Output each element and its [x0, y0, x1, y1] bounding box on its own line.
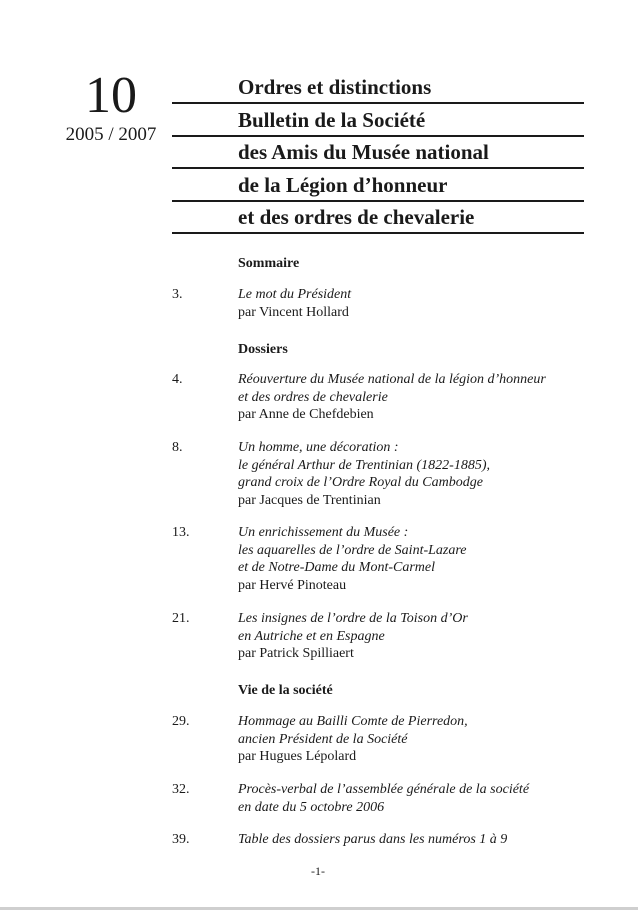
toc-title-line: Hommage au Bailli Comte de Pierredon, — [238, 714, 468, 729]
title-line — [172, 202, 584, 234]
toc-title-line: en date du 5 octobre 2006 — [238, 799, 385, 815]
toc-entry-body — [238, 831, 598, 849]
toc-page-number: 3. — [172, 287, 183, 302]
title-line-text: et des ordres de chevalerie — [238, 204, 475, 229]
title-line — [172, 104, 584, 136]
toc-page-number: 29. — [172, 714, 190, 729]
title-line-text: Ordres et distinctions — [238, 75, 432, 100]
title-line-text: de la Légion d’honneur — [238, 172, 448, 197]
toc-entry-body — [238, 781, 598, 816]
contents-heading: Sommaire — [238, 256, 300, 271]
toc-title-line: Un homme, une décoration : — [238, 440, 399, 455]
toc-title-line: grand croix de l’Ordre Royal du Cambodge — [238, 475, 483, 490]
toc-author: par Hervé Pinoteau — [238, 577, 347, 593]
title-line — [172, 169, 584, 201]
toc-title-line: Les insignes de l’ordre de la Toison d’Or — [238, 611, 468, 626]
toc-title-line: Table des dossiers parus dans les numéros 1 à 9 — [238, 832, 508, 847]
toc-entry-body — [238, 610, 598, 663]
toc-author: par Vincent Hollard — [238, 304, 349, 320]
toc-title-line: ancien Président de la Société — [238, 731, 408, 747]
toc-page-number: 39. — [172, 832, 190, 847]
section-heading-dossiers: Dossiers — [238, 342, 288, 357]
toc-page-number: 21. — [172, 611, 190, 626]
toc-author: par Jacques de Trentinian — [238, 492, 381, 508]
toc-page-number: 4. — [172, 372, 183, 387]
toc-author: par Hugues Lépolard — [238, 749, 357, 764]
toc-title-line: les aquarelles de l’ordre de Saint-Lazare — [238, 542, 467, 558]
page-folio: -1- — [311, 864, 325, 878]
toc-page-number: 13. — [172, 525, 190, 540]
toc-author: par Patrick Spilliaert — [238, 646, 354, 661]
issue-number: 10 — [85, 67, 137, 124]
title-line-text: Bulletin de la Société — [238, 107, 426, 132]
title-line — [172, 137, 584, 169]
toc-author: par Anne de Chefdebien — [238, 407, 374, 422]
toc-page-number: 8. — [172, 440, 183, 455]
toc-title-line: le général Arthur de Trentinian (1822-1885), — [238, 457, 490, 473]
toc-title-line: et de Notre-Dame du Mont-Carmel — [238, 560, 435, 575]
section-heading-vie-de-la-societe: Vie de la société — [238, 683, 333, 698]
toc-title-line: Un enrichissement du Musée : — [238, 525, 409, 540]
toc-title-line: Procès-verbal de l’assemblée générale de la société — [238, 782, 530, 797]
toc-entry-body — [238, 713, 598, 766]
title-line-text: des Amis du Musée national — [238, 140, 489, 165]
toc-entry-body — [238, 439, 598, 509]
toc-entry-body — [238, 286, 598, 321]
issue-years: 2005 / 2007 — [65, 124, 157, 145]
toc-page-number: 32. — [172, 782, 190, 797]
toc-title-line: Réouverture du Musée national de la légion d’honneur — [238, 372, 546, 387]
title-line — [172, 72, 584, 104]
toc-title-line: en Autriche et en Espagne — [238, 628, 385, 644]
toc-entry-body — [238, 371, 598, 424]
masthead-title — [172, 72, 584, 234]
toc-entry-body — [238, 524, 598, 594]
toc-title-line: Le mot du Président — [238, 287, 352, 302]
toc-title-line: et des ordres de chevalerie — [238, 389, 388, 405]
